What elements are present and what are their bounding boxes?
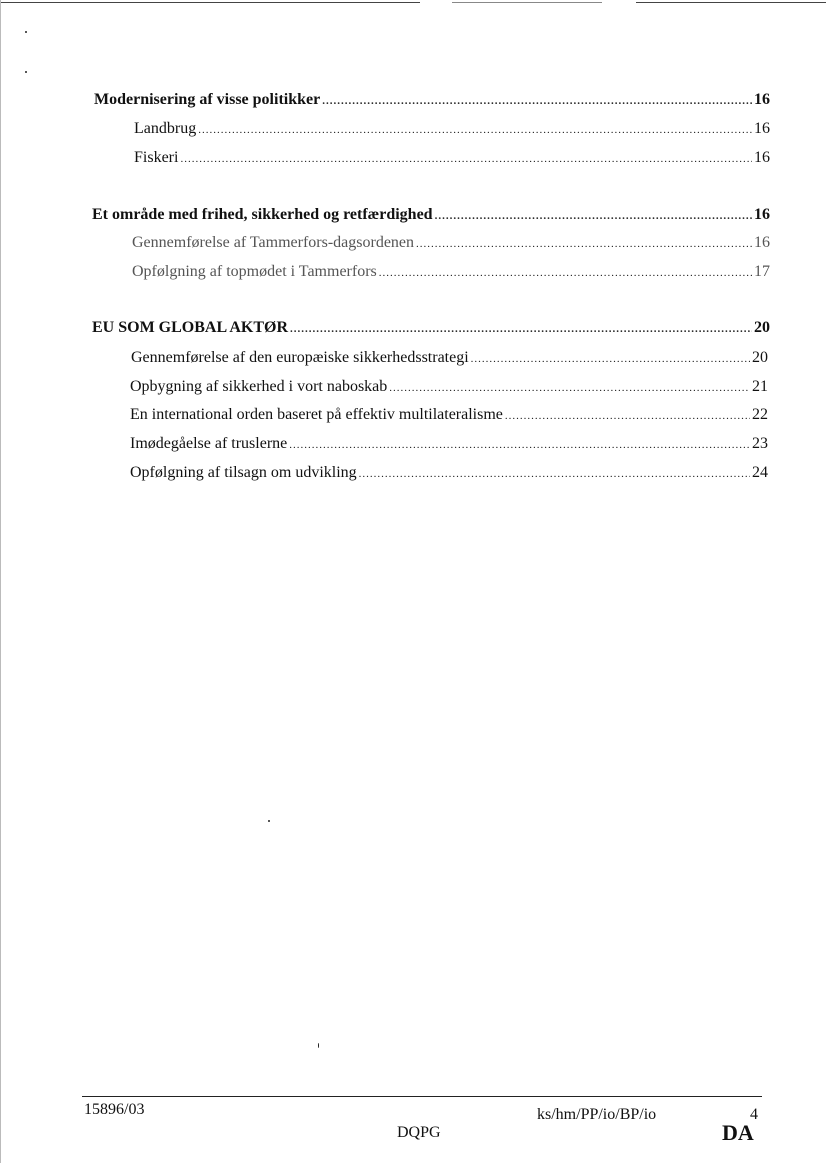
- toc-entry-title: Opbygning af sikkerhed i vort naboskab: [130, 378, 388, 395]
- toc-entry-sikkerhedsstrategi[interactable]: [131, 349, 768, 368]
- toc-dot-leader: [389, 379, 750, 397]
- toc-entry-title: En international orden baseret på effektiv multilateralisme: [130, 406, 503, 423]
- footer-dept: DQPG: [397, 1124, 441, 1141]
- toc-page-number: 24: [752, 464, 768, 481]
- toc-page-number: 21: [752, 378, 768, 395]
- toc-entry-tammerfors-topmode[interactable]: [132, 263, 770, 282]
- toc-page-number: 16: [754, 91, 770, 108]
- toc-entry-udvikling[interactable]: [130, 464, 768, 483]
- toc-heading-frihed[interactable]: [92, 206, 770, 225]
- scan-speck: [318, 1043, 319, 1048]
- toc-dot-leader: [322, 92, 752, 110]
- toc-page-number: 23: [752, 435, 768, 452]
- toc-heading-global-aktor[interactable]: [92, 319, 770, 338]
- toc-page-number: 20: [754, 319, 770, 336]
- toc-dot-leader: [290, 320, 752, 338]
- toc-entry-landbrug[interactable]: [134, 120, 770, 139]
- toc-dot-leader: [198, 121, 752, 139]
- toc-entry-title: Et område med frihed, sikkerhed og retfærdighed: [92, 206, 433, 223]
- toc-page-number: 16: [754, 149, 770, 166]
- toc-page-number: 22: [752, 406, 768, 423]
- toc-entry-title: Opfølgning af tilsagn om udvikling: [130, 464, 357, 481]
- toc-dot-leader: [416, 235, 752, 253]
- scan-speck: [268, 820, 270, 822]
- toc-entry-title: Opfølgning af topmødet i Tammerfors: [132, 263, 377, 280]
- toc-entry-title: Modernisering af visse politikker: [94, 91, 321, 108]
- footer-doc-number: 15896/03: [84, 1101, 145, 1118]
- toc-dot-leader: [471, 350, 750, 368]
- toc-page-number: 16: [754, 234, 770, 251]
- toc-entry-truslerne[interactable]: [130, 435, 768, 454]
- toc-entry-naboskab[interactable]: [130, 378, 768, 397]
- footer-initials: ks/hm/PP/io/BP/io: [537, 1106, 657, 1123]
- toc-entry-multilateralisme[interactable]: [130, 406, 768, 425]
- scan-top-line: [452, 2, 602, 3]
- footer-rule: [82, 1096, 762, 1097]
- toc-page-number: 16: [754, 206, 770, 223]
- footer-page-number: 4: [750, 1106, 758, 1123]
- toc-dot-leader: [359, 465, 750, 483]
- toc-entry-title: Fiskeri: [134, 149, 179, 166]
- toc-dot-leader: [289, 436, 750, 454]
- toc-page-number: 16: [754, 120, 770, 137]
- scan-speck: [25, 31, 27, 33]
- toc-entry-title: Landbrug: [134, 120, 197, 137]
- toc-entry-fiskeri[interactable]: [134, 149, 770, 168]
- scan-speck: [25, 71, 27, 73]
- toc-dot-leader: [505, 407, 750, 425]
- toc-entry-title: Gennemførelse af Tammerfors-dagsordenen: [132, 234, 415, 251]
- scan-top-line: [0, 2, 420, 3]
- toc-entry-title: Imødegåelse af truslerne: [130, 435, 288, 452]
- toc-dot-leader: [379, 264, 752, 282]
- scan-left-edge: [0, 0, 1, 1163]
- toc-dot-leader: [435, 207, 752, 225]
- toc-entry-title: Gennemførelse af den europæiske sikkerhedsstrategi: [131, 349, 469, 366]
- toc-heading-modernisering[interactable]: [94, 91, 770, 110]
- scan-top-line: [636, 2, 826, 3]
- toc-page-number: 20: [752, 349, 768, 366]
- toc-entry-tammerfors-dagsorden[interactable]: [132, 234, 770, 253]
- toc-dot-leader: [180, 150, 752, 168]
- toc-entry-title: EU SOM GLOBAL AKTØR: [92, 319, 289, 336]
- toc-page-number: 17: [754, 263, 770, 280]
- footer-language: DA: [722, 1120, 754, 1145]
